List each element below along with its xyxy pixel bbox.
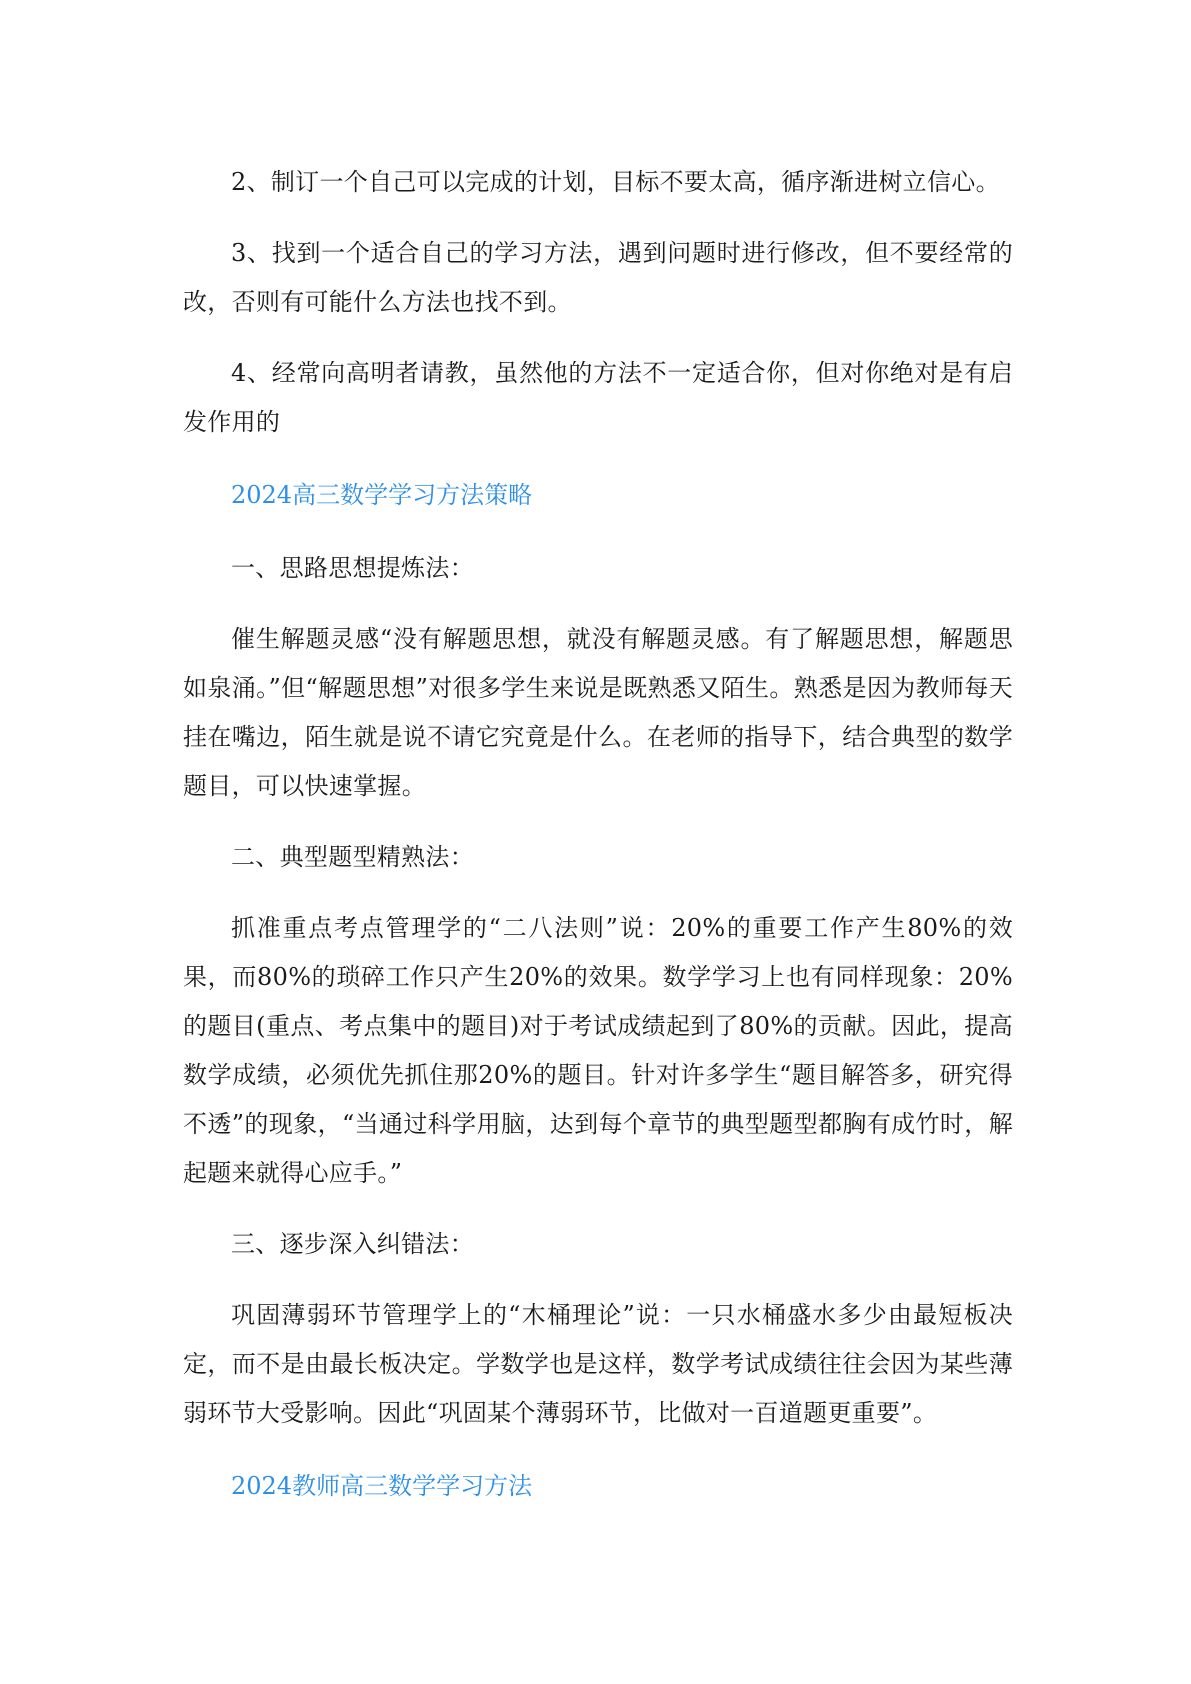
paragraph-ask-experts: 4、经常向高明者请教，虽然他的方法不一定适合你，但对你绝对是有启发作用的 [183,359,1013,436]
section-heading-strategy[interactable]: 2024高三数学学习方法策略 [231,481,533,509]
paragraph-method: 3、找到一个适合自己的学习方法，遇到问题时进行修改，但不要经常的改，否则有可能什么方法也找不到。 [183,239,1013,316]
paragraph-plan: 2、制订一个自己可以完成的计划，目标不要太高，循序渐进树立信心。 [231,168,1000,196]
subheading-error-correction: 三、逐步深入纠错法： [231,1230,474,1258]
subheading-thinking-method: 一、思路思想提炼法： [231,554,474,582]
section-heading-teacher-method[interactable]: 2024教师高三数学学习方法 [231,1472,533,1500]
subheading-typical-questions: 二、典型题型精熟法： [231,843,474,871]
paragraph-bucket-theory: 巩固薄弱环节管理学上的“木桶理论”说：一只水桶盛水多少由最短板决定，而不是由最长板决定。学数学也是这样，数学考试成绩往往会因为某些薄弱环节大受影响。因此“巩固某个薄弱环节，比做对一百道题更重要”。 [183,1301,1013,1427]
document-page [183,158,1013,1511]
paragraph-inspiration: 催生解题灵感“没有解题思想，就没有解题灵感。有了解题思想，解题思如泉涌。”但“解题思想”对很多学生来说是既熟悉又陌生。熟悉是因为教师每天挂在嘴边，陌生就是说不请它究竟是什么。在老师的指导下，结合典型的数学题目，可以快速掌握。 [183,625,1013,800]
paragraph-pareto: 抓准重点考点管理学的“二八法则”说：20%的重要工作产生80%的效果，而80%的琐碎工作只产生20%的效果。数学学习上也有同样现象：20%的题目(重点、考点集中的题目)对于考试成绩起到了80%的贡献。因此，提高数学成绩，必须优先抓住那20%的题目。针对许多学生“题目解答多，研究得不透”的现象，“当通过科学用脑，达到每个章节的典型题型都胸有成竹时，解起题来就得心应手。” [183,914,1013,1187]
